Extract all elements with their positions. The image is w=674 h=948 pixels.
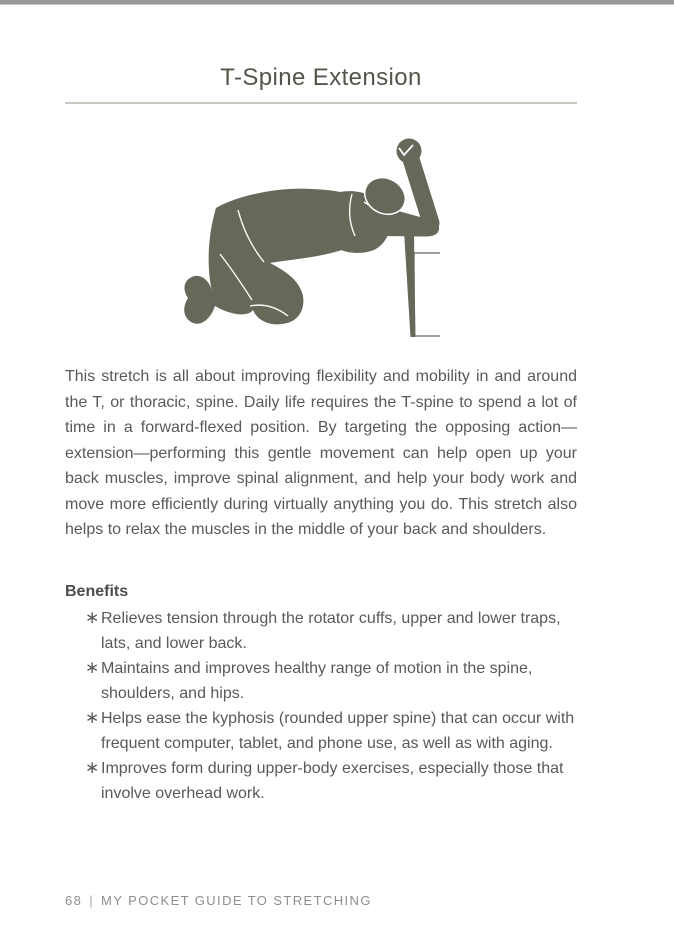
benefit-text: Maintains and improves healthy range of motion in the spine, shoulders, and hips. xyxy=(101,660,533,702)
benefits-list xyxy=(65,606,577,806)
asterisk-bullet-icon: ∗ xyxy=(85,608,100,628)
benefit-text: Relieves tension through the rotator cuffs, upper and lower traps, lats, and lower back. xyxy=(101,610,561,652)
benefit-item xyxy=(65,706,577,756)
benefit-item xyxy=(65,606,577,656)
benefit-item xyxy=(65,756,577,806)
page-title: T-Spine Extension xyxy=(220,64,422,91)
benefit-text: Helps ease the kyphosis (rounded upper spine) that can occur with frequent computer, tablet, and phone use, as well as with aging. xyxy=(101,710,575,752)
asterisk-bullet-icon: ∗ xyxy=(85,708,100,728)
benefits-heading: Benefits xyxy=(65,583,129,600)
asterisk-bullet-icon: ∗ xyxy=(85,658,100,678)
page-footer xyxy=(65,893,372,908)
title-divider xyxy=(65,102,577,104)
benefit-text: Improves form during upper-body exercises, especially those that involve overhead work. xyxy=(101,760,564,802)
footer-separator: | xyxy=(89,893,95,908)
stretch-illustration xyxy=(152,110,532,360)
chair-front-leg xyxy=(404,231,416,337)
intro-paragraph: This stretch is all about improving flexibility and mobility in and around the T, or thoracic, spine. Daily life requires the T-spine to spend a lot of time in a forward-flexed position. By targeting the opposing action—extension—performing this gentle movement can help open up your back muscles, improve spinal alignment, and help your body work and move more efficiently during virtually anything you do. This stretch also helps to relax the muscles in the middle of your back and shoulders. xyxy=(65,368,577,538)
chair-frame-lines xyxy=(414,253,440,336)
book-title: MY POCKET GUIDE TO STRETCHING xyxy=(101,893,372,908)
figure-forearm xyxy=(397,139,432,224)
page-number: 68 xyxy=(65,893,83,908)
benefit-item xyxy=(65,656,577,706)
asterisk-bullet-icon: ∗ xyxy=(85,758,100,778)
t-spine-stretch-figure-icon xyxy=(152,110,532,360)
window-top-bar xyxy=(0,0,674,5)
